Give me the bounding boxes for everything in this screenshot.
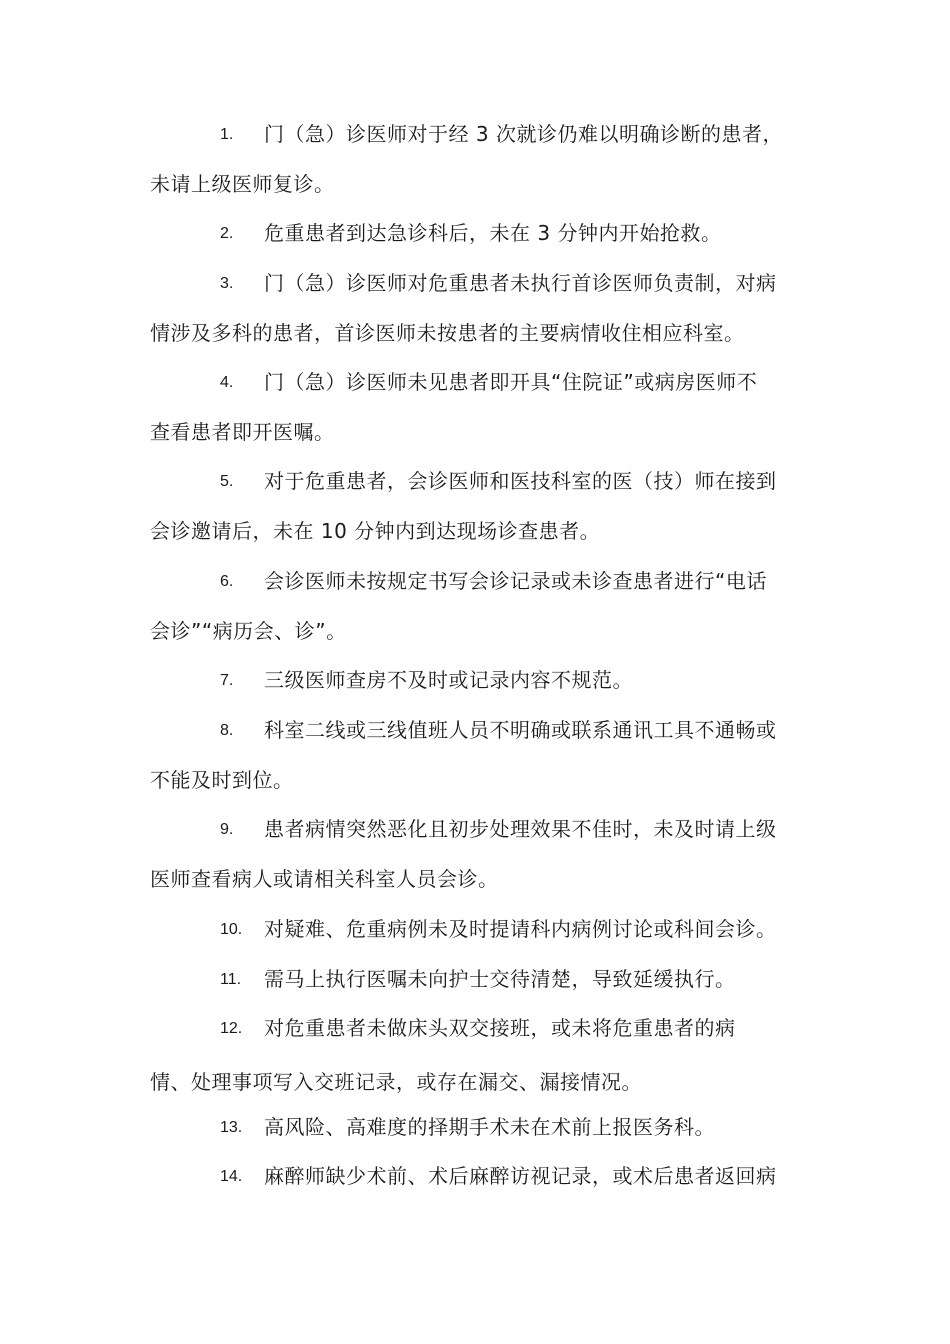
item-number: 13. [220,1119,243,1136]
item-number: 1. [220,126,234,143]
item-text-continuation: 情涉及多科的患者，首诊医师未按患者的主要病情收住相应科室。 [150,321,745,345]
item-number: 7. [220,672,234,689]
item-text: 对于危重患者，会诊医师和医技科室的医（技）师在接到 [264,469,777,493]
item-number: 8. [220,722,234,739]
item-number: 10. [220,921,243,938]
item-text-continuation: 未请上级医师复诊。 [150,172,335,196]
item-text: 需马上执行医嘱未向护士交待清楚，导致延缓执行。 [264,967,736,991]
item-number: 5. [220,473,234,490]
item-text-continuation: 会诊邀请后，未在 10 分钟内到达现场诊查患者。 [150,519,601,543]
item-number: 14. [220,1168,243,1185]
item-number: 2. [220,225,234,242]
item-text: 麻醉师缺少术前、术后麻醉访视记录，或术后患者返回病 [264,1164,777,1188]
item-text: 科室二线或三线值班人员不明确或联系通讯工具不通畅或 [264,718,777,742]
item-number: 11. [220,971,242,988]
item-text-continuation: 医师查看病人或请相关科室人员会诊。 [150,867,499,891]
item-text-continuation: 情、处理事项写入交班记录，或存在漏交、漏接情况。 [150,1070,642,1094]
item-text-continuation: 不能及时到位。 [150,768,294,792]
item-number: 12. [220,1020,243,1037]
item-number: 4. [220,374,234,391]
item-number: 3. [220,275,234,292]
item-text-continuation: 会诊”“病历会、诊”。 [150,619,347,643]
item-text: 门（急）诊医师对危重患者未执行首诊医师负责制，对病 [264,271,777,295]
item-number: 9. [220,821,234,838]
item-text: 门（急）诊医师未见患者即开具“住院证”或病房医师不 [264,370,758,394]
item-text: 危重患者到达急诊科后，未在 3 分钟内开始抢救。 [264,221,722,245]
item-number: 6. [220,573,234,590]
item-text: 高风险、高难度的择期手术未在术前上报医务科。 [264,1115,715,1139]
item-text: 会诊医师未按规定书写会诊记录或未诊查患者进行“电话 [264,569,767,593]
item-text: 对危重患者未做床头双交接班，或未将危重患者的病 [264,1016,736,1040]
item-text: 患者病情突然恶化且初步处理效果不佳时，未及时请上级 [264,817,777,841]
item-text: 三级医师查房不及时或记录内容不规范。 [264,668,633,692]
item-text: 对疑难、危重病例未及时提请科内病例讨论或科间会诊。 [264,917,777,941]
item-text: 门（急）诊医师对于经 3 次就诊仍难以明确诊断的患者， [264,122,783,146]
item-text-continuation: 查看患者即开医嘱。 [150,420,335,444]
